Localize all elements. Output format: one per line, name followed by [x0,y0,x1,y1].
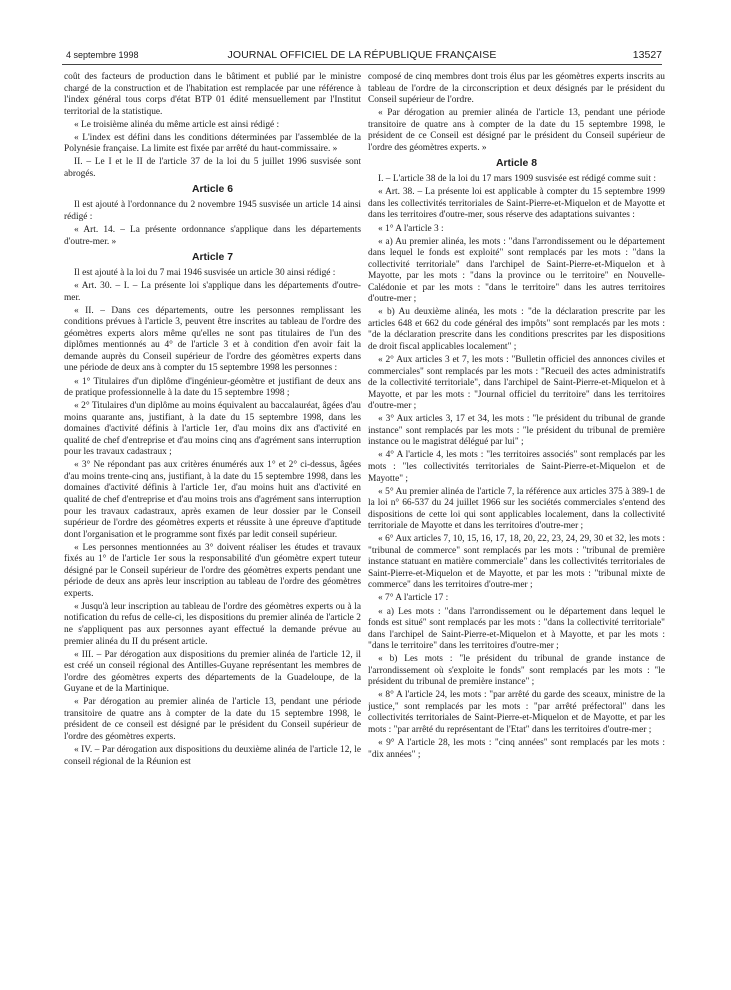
body-paragraph: « 5° Au premier alinéa de l'article 7, la référence aux articles 375 à 389-1 de la loi n° 66-537 du 24 juillet 1966 sur les sociétés commerciales s'entend des dispositions de cette loi qui sont applicables localement, dans la collectivité territoriale de Mayotte et dans les territoires d'outre-mer ; [368,486,665,532]
page-header [62,48,662,64]
body-paragraph: « IV. – Par dérogation aux dispositions du deuxième alinéa de l'article 12, le conseil régional de la Réunion est [64,744,361,767]
body-paragraph: « Jusqu'à leur inscription au tableau de l'ordre des géomètres experts ou à la notification du refus de celle-ci, les dispositions du premier alinéa de l'article 2 ne s'appliquent pas aux personnes ayant effectué la demande prévue au premier alinéa du II du présent article. [64,601,361,647]
body-paragraph: « Par dérogation au premier alinéa de l'article 13, pendant une période transitoire de quatre ans à compter de la date du 15 septembre 1998, le président de ce Conseil est désigné par le président du Conseil supérieur de l'ordre des géomètres experts. » [368,108,665,153]
body-paragraph: « 6° Aux articles 7, 10, 15, 16, 17, 18, 20, 22, 23, 24, 29, 30 et 32, les mots : "tribunal de commerce" sont remplacés par les mots : "tribunal de première instance statuant en matière commerciale" dans les collectivités territoriales de Saint-Pierre-et-Miquelon et de Mayotte, et par les mots : "tribunal mixte de commerce" dans les territoires d'outre-mer ; [368,534,665,591]
body-paragraph: « 3° Aux articles 3, 17 et 34, les mots : "le président du tribunal de grande instance" sont remplacés par les mots : "le président du tribunal de première instance ou le magistrat délégué par lui" ; [368,414,665,448]
body-paragraph: « III. – Par dérogation aux dispositions du premier alinéa de l'article 12, il est créé un conseil régional des Antilles-Guyane représentant les membres de l'ordre des géomètres experts des départements de la Guadeloupe, de la Guyane et de la Martinique. [64,649,361,695]
journal-title: JOURNAL OFFICIEL DE LA RÉPUBLIQUE FRANÇAISE [227,49,497,61]
body-paragraph: « Le troisième alinéa du même article est ainsi rédigé : [74,119,280,130]
body-paragraph: Il est ajouté à l'ordonnance du 2 novembre 1945 susvisée un article 14 ainsi rédigé : [64,200,361,222]
body-paragraph: coût des facteurs de production dans le bâtiment et publié par le ministre chargé de la construction et de l'habitation est remplacée par une référence à l'index général tous corps d'état BTP 01 édité mensuellement par l'Institut territorial de la statistique. [64,72,361,117]
header-rule [62,64,662,65]
body-paragraph: « b) Les mots : "le président du tribunal de grande instance de l'arrondissement où s'exploite le fonds" sont remplacés par les mots : "le président du tribunal de première instance" ; [368,654,665,688]
body-paragraph: « b) Au deuxième alinéa, les mots : "de la déclaration prescrite par les articles 648 et 662 du code général des impôts" sont remplacés par les mots : "de la déclaration prescrite dans les conditions prescrites par les dispositions de droit fiscal applicables localement" ; [368,307,665,352]
body-paragraph: « II. – Dans ces départements, outre les personnes remplissant les conditions prévues à l'article 3, peuvent être inscrites au tableau de l'ordre des géomètres experts alors même qu'elles ne sont pas titulaires de l'un des diplômes mentionnés au 4° de l'article 3 et à condition d'en avoir fait la demande auprès du Conseil supérieur de l'ordre des géomètres experts dans une période de deux ans à compter du 15 septembre 1998 les personnes : [64,305,361,374]
body-paragraph: « 2° Titulaires d'un diplôme au moins équivalent au baccalauréat, âgées d'au moins quarante ans, justifiant, à la date du 15 septembre 1998, dans les domaines d'activité définis à l'article 1er, d'au moins dix ans d'activité en qualité de chef d'entreprise et d'au moins cinq ans d'agrément sans interruption pour les travaux cadastraux ; [64,401,361,458]
body-paragraph: Il est ajouté à la loi du 7 mai 1946 susvisée un article 30 ainsi rédigé : [74,268,336,279]
body-paragraph: « 7° A l'article 17 : [378,593,449,604]
left-column [64,72,361,972]
body-paragraph: « Par dérogation au premier alinéa de l'article 13, pendant une période transitoire de quatre ans à compter de la date du 15 septembre 1998, le président de ce conseil est désigné par le président du Conseil supérieur de l'ordre des géomètres experts. [64,697,361,742]
page-number: 13527 [632,49,662,61]
body-paragraph: « Art. 30. – I. – La présente loi s'applique dans les départements d'outre-mer. [64,281,361,303]
body-paragraph: « 1° Titulaires d'un diplôme d'ingénieur-géomètre et justifiant de deux ans de pratique professionnelle à la date du 15 septembre 1998 ; [64,376,361,399]
body-paragraph: « 3° Ne répondant pas aux critères énumérés aux 1° et 2° ci-dessus, âgées d'au moins trente-cinq ans, justifiant, à la date du 15 septembre 1998, dans les domaines d'activité définis à l'article 1er, d'au moins huit ans d'activité en qualité de chef d'entreprise et d'au moins trois ans d'agrément sans interruption pour les travaux cadastraux, après examen de leur dossier par le Conseil supérieur de l'ordre des géomètres experts et réussite à une épreuve d'aptitude dont l'organisation et le programme sont fixés par ledit conseil supérieur. [64,460,361,540]
body-paragraph: « L'index est défini dans les conditions déterminées par l'assemblée de la Polynésie française. La limite est fixée par arrêté du haut-commissaire. » [64,132,361,155]
body-paragraph: « Les personnes mentionnées au 3° doivent réaliser les études et travaux fixés au 1° de l'article 1er sous la responsabilité d'un géomètre expert tuteur désigné par le Conseil supérieur de l'ordre des géomètres experts pendant une période de deux ans après leur inscription au tableau de l'ordre des géomètres experts. [64,542,361,599]
body-paragraph: « 8° A l'article 24, les mots : "par arrêté du garde des sceaux, ministre de la justice," sont remplacés par les mots : "par arrêté préfectoral" dans les collectivités territoriales de Saint-Pierre-et-Miquelon et de Mayotte, et par les mots : "par arrêté du représentant de l'Etat" dans les territoires d'outre-mer ; [368,690,665,735]
body-paragraph: « a) Les mots : "dans l'arrondissement ou le département dans lequel le fonds est situé" sont remplacés par les mots : "dans la collectivité territoriale" dans l'archipel de Saint-Pierre-et-Miquelon et à Mayotte, et par les mots : "dans le territoire" dans les territoires d'outre-mer ; [368,606,665,652]
body-paragraph: « 1° A l'article 3 : [378,223,444,234]
article-heading: Article 6 [191,184,233,196]
body-paragraph: « Art. 38. – La présente loi est applicable à compter du 15 septembre 1999 dans les collectivités territoriales de Saint-Pierre-et-Miquelon et de Mayotte et dans les territoires d'outre-mer, sous réserve des adaptations suivantes : [368,187,665,221]
body-paragraph: « a) Au premier alinéa, les mots : "dans l'arrondissement ou le département dans lequel le fonds est exploité" sont remplacés par les mots : "dans la collectivité territoriale" dans l'archipel de Saint-Pierre-et-Miquelon et à Mayotte, par les mots : "dans la province ou le territoire" en Nouvelle-Calédonie et par les mots : "dans le territoire" dans les autres territoires d'outre-mer ; [368,236,665,305]
article-heading: Article 7 [191,252,233,264]
body-paragraph: « 4° A l'article 4, les mots : "les territoires associés" sont remplacés par les mots : "les collectivités territoriales de Saint-Pierre-et-Miquelon et de Mayotte" ; [368,450,665,484]
body-paragraph: composé de cinq membres dont trois élus par les géomètres experts inscrits au tableau de l'ordre de la circonscription et deux désignés par le président du Conseil supérieur de l'ordre. [368,72,665,106]
body-paragraph: « 2° Aux articles 3 et 7, les mots : "Bulletin officiel des annonces civiles et commerciales" sont remplacés par les mots : "Recueil des actes administratifs de la collectivité territoriale", dans l'archipel de Saint-Pierre-et-Miquelon et à Mayotte, et par les mots : "Journal officiel du territoire" dans les territoires d'outre-mer ; [368,355,665,412]
body-paragraph: « Art. 14. – La présente ordonnance s'applique dans les départements d'outre-mer. » [64,225,361,247]
right-column [368,72,665,972]
body-paragraph: « 9° A l'article 28, les mots : "cinq années" sont remplacés par les mots : "dix années" ; [368,738,665,760]
body-paragraph: II. – Le I et le II de l'article 37 de la loi du 5 juillet 1996 susvisée sont abrogés. [64,157,361,179]
header-date: 4 septembre 1998 [66,50,139,60]
article-heading: Article 8 [495,158,537,170]
body-paragraph: I. – L'article 38 de la loi du 17 mars 1909 susvisée est rédigé comme suit : [378,174,656,185]
